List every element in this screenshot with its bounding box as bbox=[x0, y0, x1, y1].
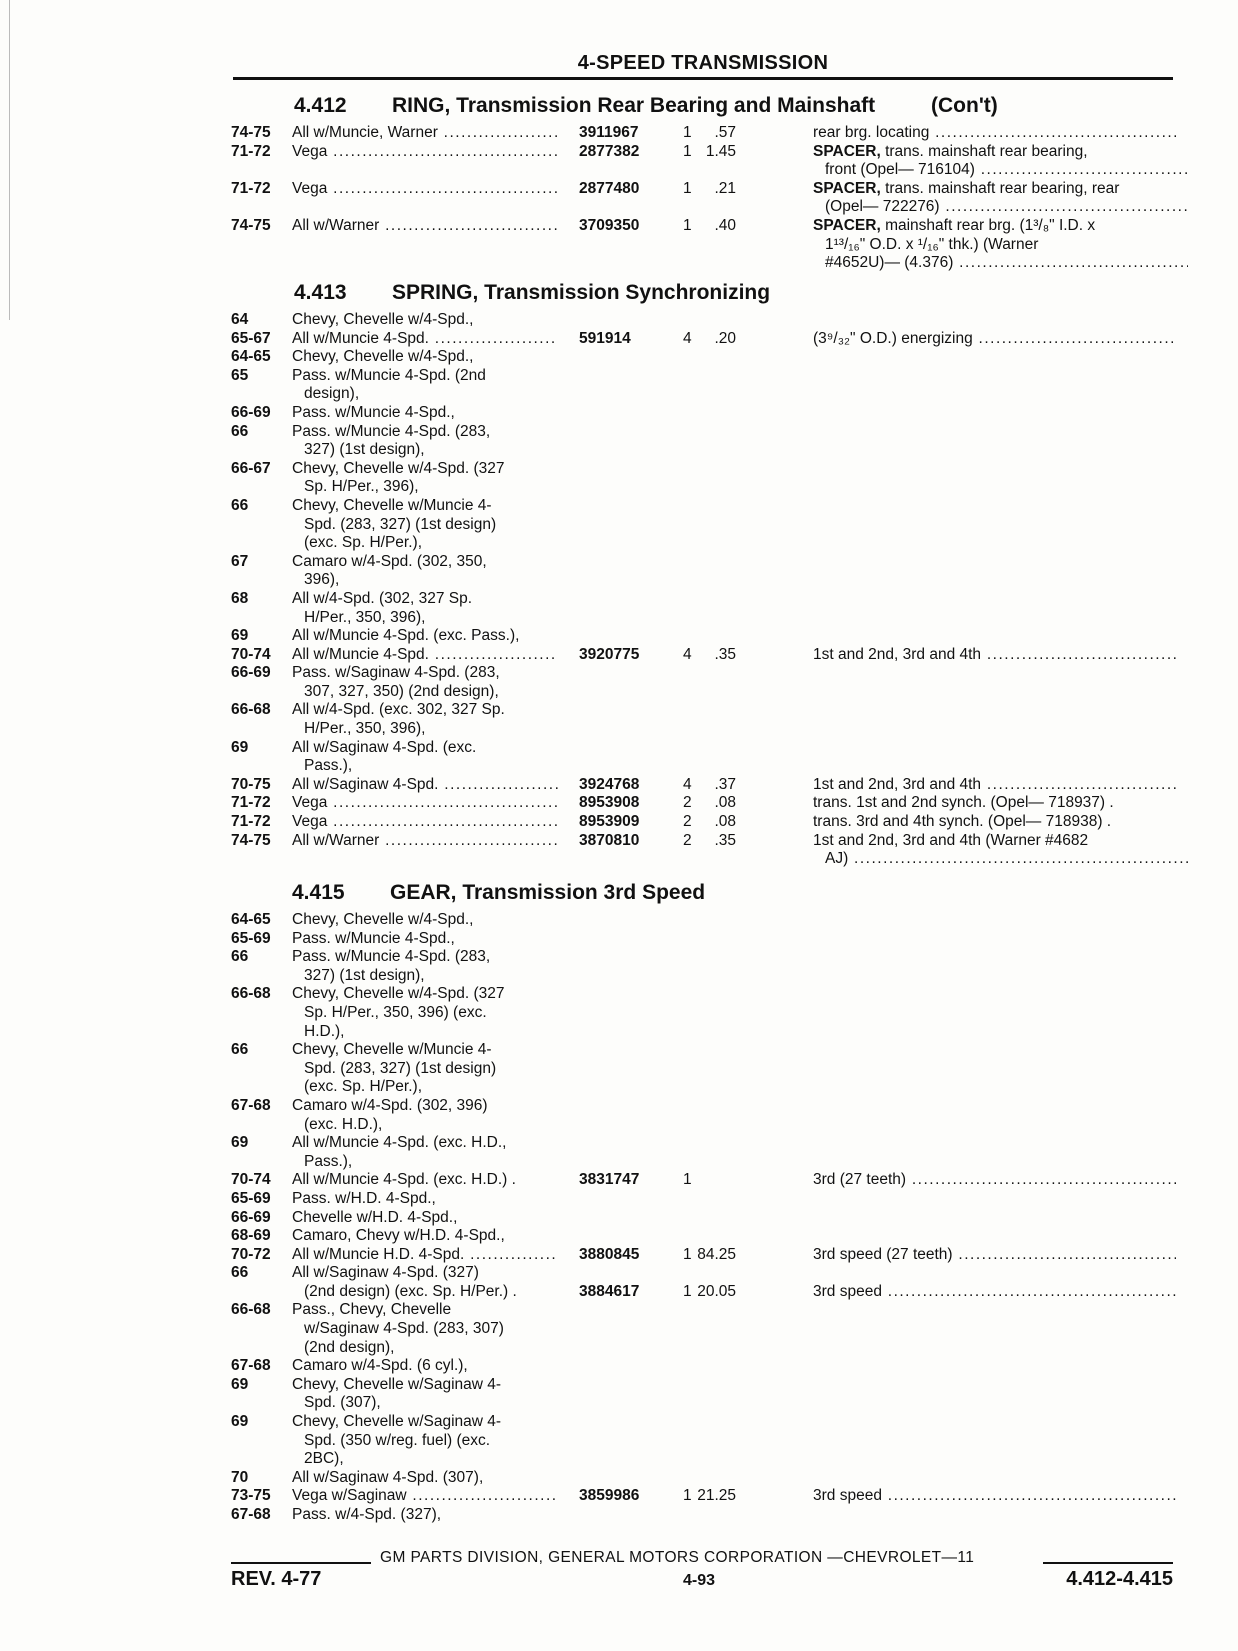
scan-edge-line bbox=[9, 0, 10, 320]
part-name-text: 3rd (27 teeth) bbox=[813, 1171, 907, 1189]
price: .35 bbox=[714, 831, 736, 849]
model-years: 70-72 bbox=[231, 1245, 271, 1263]
model-years: 70-74 bbox=[231, 1171, 271, 1189]
application-description: Camaro, Chevy w/H.D. 4-Spd., bbox=[292, 1227, 505, 1245]
table-row bbox=[231, 1134, 1176, 1153]
application-description: (exc. Sp. H/Per.), bbox=[304, 534, 423, 552]
model-years: 67-68 bbox=[231, 1357, 271, 1375]
application-description: All w/Muncie 4-Spd. ..... bbox=[292, 330, 558, 349]
table-row bbox=[231, 348, 1176, 367]
table-row bbox=[231, 1078, 1176, 1097]
part-number: 3880845 bbox=[579, 1245, 640, 1263]
price: 1.45 bbox=[705, 142, 736, 160]
table-row bbox=[231, 720, 1176, 739]
table-row bbox=[231, 1023, 1176, 1042]
price: .21 bbox=[714, 179, 736, 197]
application-description: All w/Warner ..... bbox=[292, 217, 558, 236]
table-row bbox=[231, 198, 1176, 217]
model-years: 66-69 bbox=[231, 664, 271, 682]
application-description: All w/Muncie H.D. 4-Spd. ..... bbox=[292, 1246, 558, 1265]
application-description: Vega ..... bbox=[292, 143, 558, 162]
application-description: Chevy, Chevelle w/Saginaw 4- bbox=[292, 1413, 502, 1431]
part-name bbox=[813, 832, 1176, 851]
table-row bbox=[231, 757, 1176, 776]
model-years: 66-68 bbox=[231, 985, 271, 1003]
table-row bbox=[231, 385, 1176, 404]
quantity: 1 bbox=[683, 1282, 692, 1300]
application-description: Pass.), bbox=[304, 1152, 353, 1170]
part-number: 591914 bbox=[579, 329, 631, 347]
table-row bbox=[231, 236, 1176, 255]
table-row bbox=[231, 609, 1176, 628]
table-row bbox=[231, 1487, 1176, 1506]
model-years: 65 bbox=[231, 366, 249, 384]
table-row bbox=[231, 571, 1176, 590]
table-row bbox=[231, 1097, 1176, 1116]
price: .37 bbox=[714, 775, 736, 793]
table-row bbox=[231, 664, 1176, 683]
application-description: 396), bbox=[304, 571, 340, 589]
quantity: 2 bbox=[683, 813, 692, 831]
application-description: Chevy, Chevelle w/4-Spd., bbox=[292, 311, 474, 328]
application-description: Chevy, Chevelle w/4-Spd. (327 bbox=[292, 985, 505, 1003]
part-name bbox=[813, 143, 1176, 162]
footer-rule-right bbox=[1043, 1562, 1173, 1564]
table-row bbox=[231, 930, 1176, 949]
quantity: 4 bbox=[683, 329, 692, 347]
model-years: 66-68 bbox=[231, 701, 271, 719]
table-row bbox=[231, 1283, 1176, 1302]
application-description: All w/Saginaw 4-Spd. (327) bbox=[292, 1264, 479, 1282]
part-number: 3870810 bbox=[579, 831, 640, 849]
revision-label: REV. 4-77 bbox=[231, 1568, 322, 1590]
table-row bbox=[231, 590, 1176, 609]
table-row bbox=[231, 1339, 1176, 1358]
application-description: Chevy, Chevelle w/Muncie 4- bbox=[292, 1041, 492, 1059]
section-number: 4.413 bbox=[294, 281, 347, 304]
part-name-text: AJ) bbox=[825, 850, 849, 868]
table-row bbox=[231, 460, 1176, 479]
application-description: All w/Saginaw 4-Spd. ..... bbox=[292, 776, 558, 795]
part-name-text: trans. mainshaft rear bearing, rear bbox=[880, 179, 1120, 197]
application-description: Pass., Chevy, Chevelle bbox=[292, 1301, 452, 1319]
part-number: 2877480 bbox=[579, 179, 640, 197]
table-row bbox=[231, 1190, 1176, 1209]
part-name bbox=[813, 254, 1188, 273]
table-row bbox=[231, 701, 1176, 720]
application-description: Camaro w/4-Spd. (302, 396) bbox=[292, 1096, 488, 1114]
part-name-text: 3rd speed (27 teeth) bbox=[813, 1245, 953, 1263]
table-row bbox=[231, 161, 1176, 180]
part-number: 3920775 bbox=[579, 645, 640, 663]
application-description: Chevy, Chevelle w/Saginaw 4- bbox=[292, 1375, 502, 1393]
table-row bbox=[231, 683, 1176, 702]
part-name-text: 1st and 2nd, 3rd and 4th bbox=[813, 775, 982, 793]
application-description: All w/Saginaw 4-Spd. (exc. bbox=[292, 738, 477, 756]
section-number: 4.415 bbox=[292, 881, 345, 904]
model-years: 68-69 bbox=[231, 1227, 271, 1245]
application-description: 2BC), bbox=[304, 1450, 344, 1468]
application-description: (2nd design), bbox=[304, 1338, 395, 1356]
part-name-keyword: SPACER, bbox=[813, 179, 881, 197]
part-name bbox=[813, 217, 1176, 236]
part-name-text: mainshaft rear brg. (1³/₈" I.D. x bbox=[880, 216, 1096, 234]
model-years: 73-75 bbox=[231, 1487, 271, 1505]
quantity: 1 bbox=[683, 142, 692, 160]
model-years: 74-75 bbox=[231, 831, 271, 849]
price: .57 bbox=[714, 124, 736, 141]
model-years: 68 bbox=[231, 589, 249, 607]
application-description: Camaro w/4-Spd. (6 cyl.), bbox=[292, 1357, 468, 1375]
part-name-text: trans. mainshaft rear bearing, bbox=[880, 142, 1088, 160]
model-years: 66 bbox=[231, 422, 249, 440]
part-name-text: 3rd speed bbox=[813, 1487, 882, 1505]
part-name-text: 1st and 2nd, 3rd and 4th (Warner #4682 bbox=[813, 831, 1089, 849]
part-name-text: (Opel— 722276) bbox=[825, 198, 940, 216]
part-name bbox=[813, 1246, 1176, 1265]
model-years: 64 bbox=[231, 311, 249, 328]
part-name-text: 1st and 2nd, 3rd and 4th bbox=[813, 645, 982, 663]
application-description: H.D.), bbox=[304, 1022, 345, 1040]
section-continued: (Con't) bbox=[931, 94, 998, 117]
table-row bbox=[231, 516, 1176, 535]
application-description: All w/4-Spd. (exc. 302, 327 Sp. bbox=[292, 701, 505, 719]
page-number: 4-93 bbox=[683, 1572, 716, 1589]
table-row bbox=[231, 404, 1176, 423]
table-row bbox=[231, 441, 1176, 460]
application-description: 327) (1st design), bbox=[304, 441, 425, 459]
part-name bbox=[813, 646, 1176, 665]
quantity: 1 bbox=[683, 216, 692, 234]
table-row bbox=[231, 948, 1176, 967]
model-years: 67-68 bbox=[231, 1506, 271, 1523]
table-row bbox=[231, 534, 1176, 553]
model-years: 71-72 bbox=[231, 794, 271, 812]
price: 84.25 bbox=[697, 1245, 736, 1263]
model-years: 71-72 bbox=[231, 179, 271, 197]
application-description: Chevy, Chevelle w/4-Spd., bbox=[292, 911, 474, 928]
model-years: 66-69 bbox=[231, 1208, 271, 1226]
model-years: 69 bbox=[231, 1375, 249, 1393]
application-description: All w/Muncie 4-Spd. (exc. H.D., bbox=[292, 1134, 507, 1152]
table-row bbox=[231, 794, 1176, 813]
model-years: 71-72 bbox=[231, 813, 271, 831]
section-number: 4.412 bbox=[294, 94, 347, 117]
table-row bbox=[231, 1320, 1176, 1339]
part-name bbox=[813, 1171, 1176, 1190]
application-description: Chevy, Chevelle w/Muncie 4- bbox=[292, 496, 492, 514]
table-row bbox=[231, 1153, 1176, 1172]
application-description: Vega ..... bbox=[292, 180, 558, 199]
part-number: 3911967 bbox=[579, 124, 639, 141]
model-years: 70 bbox=[231, 1468, 249, 1486]
part-number: 3884617 bbox=[579, 1282, 640, 1300]
table-row bbox=[231, 1432, 1176, 1451]
table-row bbox=[231, 1171, 1176, 1190]
part-number: 3831747 bbox=[579, 1171, 640, 1189]
application-description: Spd. (283, 327) (1st design) bbox=[304, 515, 497, 533]
table-row bbox=[231, 367, 1176, 386]
table-row bbox=[231, 1469, 1176, 1488]
part-name-text: rear brg. locating bbox=[813, 124, 930, 141]
part-number: 8953909 bbox=[579, 813, 640, 831]
table-row bbox=[231, 1264, 1176, 1283]
application-description: Sp. H/Per., 396), bbox=[304, 478, 419, 496]
part-name bbox=[813, 1487, 1176, 1506]
table-row bbox=[231, 1060, 1176, 1079]
parts-table-4415 bbox=[231, 911, 1176, 1525]
table-row bbox=[231, 254, 1176, 273]
table-row bbox=[231, 627, 1176, 646]
table-row bbox=[231, 985, 1176, 1004]
application-description: Pass. w/4-Spd. (327), bbox=[292, 1506, 442, 1523]
model-years: 67 bbox=[231, 552, 249, 570]
part-name-text: #4652U)— (4.376) bbox=[825, 254, 954, 272]
table-row bbox=[231, 1004, 1176, 1023]
application-description: Camaro w/4-Spd. (302, 350, bbox=[292, 552, 487, 570]
application-description: 327) (1st design), bbox=[304, 966, 425, 984]
application-description: Vega w/Saginaw ..... bbox=[292, 1487, 558, 1506]
part-name-text: trans. 3rd and 4th synch. (Opel— 718938) . bbox=[813, 813, 1112, 831]
application-description: Pass. w/Muncie 4-Spd., bbox=[292, 403, 455, 421]
part-name bbox=[813, 180, 1176, 199]
model-years: 66 bbox=[231, 496, 249, 514]
table-row bbox=[231, 311, 1176, 330]
model-years: 65-67 bbox=[231, 329, 271, 347]
application-description: Spd. (283, 327) (1st design) bbox=[304, 1059, 497, 1077]
part-name-text: 1¹³/₁₆" O.D. x ¹/₁₆" thk.) (Warner bbox=[825, 235, 1039, 253]
price: 20.05 bbox=[697, 1282, 736, 1300]
model-years: 70-74 bbox=[231, 645, 271, 663]
application-description: All w/4-Spd. (302, 327 Sp. bbox=[292, 589, 473, 607]
part-name bbox=[813, 1283, 1176, 1302]
application-description: All w/Muncie 4-Spd. (exc. Pass.), bbox=[292, 627, 520, 645]
model-years: 66 bbox=[231, 1264, 249, 1282]
table-row bbox=[231, 739, 1176, 758]
application-description: All w/Warner ..... bbox=[292, 832, 558, 851]
part-name bbox=[813, 776, 1176, 795]
footer-rule-left bbox=[231, 1562, 371, 1564]
section-title: RING, Transmission Rear Bearing and Mainshaft bbox=[392, 94, 876, 117]
table-row bbox=[231, 180, 1176, 199]
section-title: SPRING, Transmission Synchronizing bbox=[392, 281, 771, 304]
table-row bbox=[231, 1506, 1176, 1525]
page-title: 4-SPEED TRANSMISSION bbox=[577, 52, 829, 74]
model-years: 67-68 bbox=[231, 1096, 271, 1114]
table-row bbox=[231, 1394, 1176, 1413]
application-description: Chevelle w/H.D. 4-Spd., bbox=[292, 1208, 458, 1226]
model-years: 70-75 bbox=[231, 775, 271, 793]
table-row bbox=[231, 1041, 1176, 1060]
model-years: 66-69 bbox=[231, 403, 271, 421]
table-row bbox=[231, 478, 1176, 497]
part-name-text: trans. 1st and 2nd synch. (Opel— 718937) . bbox=[813, 794, 1114, 812]
part-name bbox=[813, 236, 1188, 255]
price: 21.25 bbox=[697, 1487, 736, 1505]
table-row bbox=[231, 143, 1176, 162]
model-years: 74-75 bbox=[231, 124, 271, 141]
quantity: 4 bbox=[683, 645, 692, 663]
application-description: Pass. w/Saginaw 4-Spd. (283, bbox=[292, 664, 500, 682]
quantity: 1 bbox=[683, 124, 692, 141]
part-name bbox=[813, 161, 1188, 180]
application-description: All w/Saginaw 4-Spd. (307), bbox=[292, 1468, 484, 1486]
application-description: All w/Muncie, Warner ..... bbox=[292, 124, 558, 143]
table-row bbox=[231, 1116, 1176, 1135]
table-row bbox=[231, 850, 1176, 869]
model-years: 69 bbox=[231, 738, 249, 756]
part-name bbox=[813, 198, 1188, 217]
footer-publisher: GM PARTS DIVISION, GENERAL MOTORS CORPORATION —CHEVROLET—11 bbox=[380, 1549, 975, 1566]
application-description: Pass. w/H.D. 4-Spd., bbox=[292, 1189, 436, 1207]
application-description: Vega ..... bbox=[292, 813, 558, 832]
quantity: 1 bbox=[683, 1487, 692, 1505]
quantity: 1 bbox=[683, 179, 692, 197]
part-name bbox=[813, 330, 1176, 349]
quantity: 1 bbox=[683, 1245, 692, 1263]
application-description: Chevy, Chevelle w/4-Spd. (327 bbox=[292, 459, 505, 477]
application-description: (exc. Sp. H/Per.), bbox=[304, 1078, 423, 1096]
table-row bbox=[231, 646, 1176, 665]
table-row bbox=[231, 217, 1176, 236]
quantity: 1 bbox=[683, 1171, 692, 1189]
application-description: Pass. w/Muncie 4-Spd. (2nd bbox=[292, 366, 486, 384]
application-description: Pass.), bbox=[304, 757, 353, 775]
price: .20 bbox=[714, 329, 736, 347]
part-name-text: 3rd speed bbox=[813, 1282, 882, 1300]
parts-table-4412 bbox=[231, 124, 1176, 273]
parts-table-4413 bbox=[231, 311, 1176, 869]
part-name bbox=[813, 850, 1188, 869]
model-years: 69 bbox=[231, 1413, 249, 1431]
table-row bbox=[231, 776, 1176, 795]
table-row bbox=[231, 553, 1176, 572]
part-name bbox=[813, 124, 1176, 143]
table-row bbox=[231, 423, 1176, 442]
application-description: All w/Muncie 4-Spd. (exc. H.D.) . bbox=[292, 1171, 516, 1189]
application-description: H/Per., 350, 396), bbox=[304, 608, 426, 626]
application-description: Sp. H/Per., 350, 396) (exc. bbox=[304, 1003, 487, 1021]
table-row bbox=[231, 330, 1176, 349]
table-row bbox=[231, 1301, 1176, 1320]
table-row bbox=[231, 911, 1176, 930]
part-name-keyword: SPACER, bbox=[813, 142, 881, 160]
table-row bbox=[231, 832, 1176, 851]
model-years: 66 bbox=[231, 948, 249, 966]
application-description: w/Saginaw 4-Spd. (283, 307) bbox=[304, 1320, 504, 1338]
model-years: 69 bbox=[231, 627, 249, 645]
table-row bbox=[231, 1376, 1176, 1395]
application-description: Pass. w/Muncie 4-Spd. (283, bbox=[292, 422, 491, 440]
table-row bbox=[231, 1450, 1176, 1469]
application-description: Vega ..... bbox=[292, 794, 558, 813]
model-years: 69 bbox=[231, 1134, 249, 1152]
application-description: Pass. w/Muncie 4-Spd. (283, bbox=[292, 948, 491, 966]
table-row bbox=[231, 124, 1176, 143]
application-description: (2nd design) (exc. Sp. H/Per.) . bbox=[304, 1282, 517, 1300]
table-row bbox=[231, 1227, 1176, 1246]
model-years: 74-75 bbox=[231, 216, 271, 234]
section-range: 4.412-4.415 bbox=[1066, 1568, 1173, 1590]
part-name-text: (3⁹/₃₂" O.D.) energizing bbox=[813, 329, 973, 347]
model-years: 66-68 bbox=[231, 1301, 271, 1319]
part-name bbox=[813, 813, 1176, 832]
price: .08 bbox=[714, 813, 736, 831]
application-description: Chevy, Chevelle w/4-Spd., bbox=[292, 348, 474, 366]
model-years: 64-65 bbox=[231, 911, 271, 928]
quantity: 4 bbox=[683, 775, 692, 793]
application-description: Spd. (350 w/reg. fuel) (exc. bbox=[304, 1431, 491, 1449]
part-name bbox=[813, 794, 1176, 813]
part-number: 2877382 bbox=[579, 142, 640, 160]
price: .08 bbox=[714, 794, 736, 812]
quantity: 2 bbox=[683, 831, 692, 849]
section-title: GEAR, Transmission 3rd Speed bbox=[390, 881, 706, 904]
table-row bbox=[231, 497, 1176, 516]
application-description: Pass. w/Muncie 4-Spd., bbox=[292, 929, 455, 947]
model-years: 65-69 bbox=[231, 929, 271, 947]
part-number: 3709350 bbox=[579, 216, 640, 234]
model-years: 71-72 bbox=[231, 142, 271, 160]
application-description: H/Per., 350, 396), bbox=[304, 720, 426, 738]
model-years: 66 bbox=[231, 1041, 249, 1059]
model-years: 65-69 bbox=[231, 1189, 271, 1207]
table-row bbox=[231, 813, 1176, 832]
application-description: (exc. H.D.), bbox=[304, 1115, 383, 1133]
table-row bbox=[231, 1357, 1176, 1376]
part-name-keyword: SPACER, bbox=[813, 216, 881, 234]
part-number: 8953908 bbox=[579, 794, 640, 812]
title-rule bbox=[233, 77, 1173, 80]
table-row bbox=[231, 967, 1176, 986]
table-row bbox=[231, 1413, 1176, 1432]
part-number: 3924768 bbox=[579, 775, 640, 793]
application-description: Spd. (307), bbox=[304, 1394, 381, 1412]
application-description: All w/Muncie 4-Spd. ..... bbox=[292, 646, 558, 665]
table-row bbox=[231, 1209, 1176, 1228]
model-years: 66-67 bbox=[231, 459, 271, 477]
price: .40 bbox=[714, 216, 736, 234]
part-number: 3859986 bbox=[579, 1487, 640, 1505]
model-years: 64-65 bbox=[231, 348, 271, 366]
application-description: 307, 327, 350) (2nd design), bbox=[304, 682, 499, 700]
table-row bbox=[231, 1246, 1176, 1265]
quantity: 2 bbox=[683, 794, 692, 812]
part-name-text: front (Opel— 716104) bbox=[825, 161, 975, 179]
price: .35 bbox=[714, 645, 736, 663]
application-description: design), bbox=[304, 385, 360, 403]
